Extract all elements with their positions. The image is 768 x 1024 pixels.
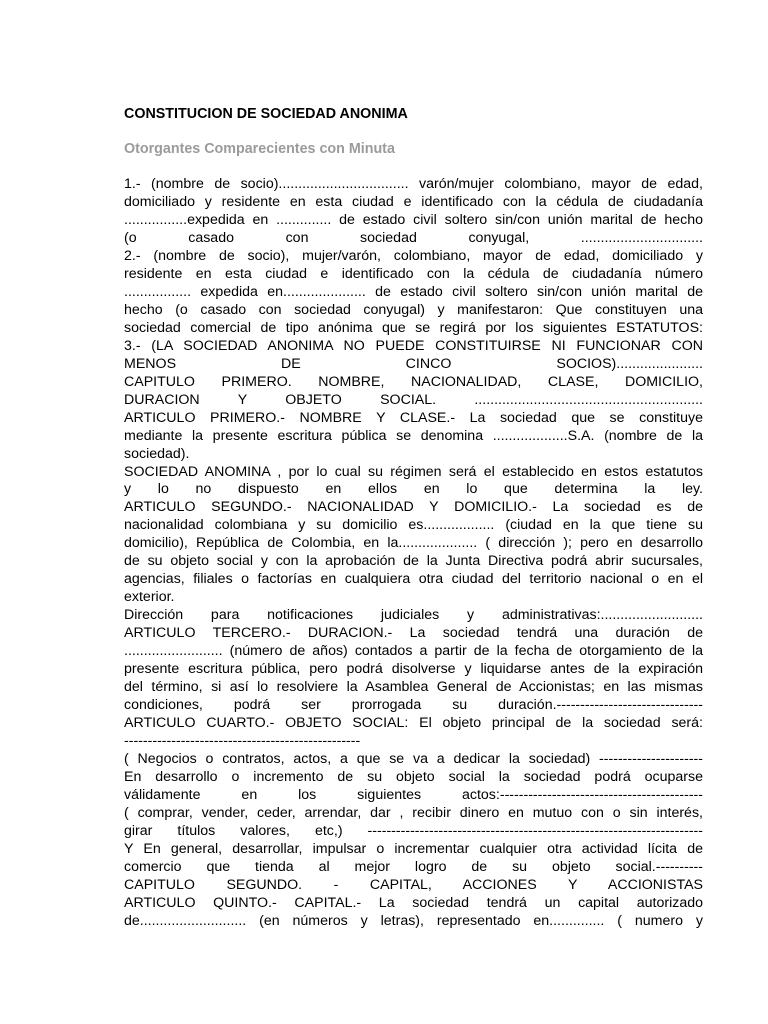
body-line: condiciones, podrá ser prorrogada su duración.------------------------------- (124, 697, 703, 714)
body-line: DURACION Y OBJETO SOCIAL. .......................................................... (124, 391, 703, 408)
body-line: de su objeto social y con la aprobación de la Junta Directiva podrá abrir sucursales, (124, 553, 703, 570)
body-line: En desarrollo o incremento de su objeto social la sociedad podrá ocuparse (124, 768, 703, 785)
body-line: girar títulos valores, etc,) ----------------------------------------------------------------------- (124, 822, 703, 839)
body-line: agencias, filiales o factorías en cualquiera otra ciudad del territorio nacional o en el (124, 571, 703, 588)
body-line: sociedad comercial de tipo anónima que se regirá por los siguientes ESTATUTOS: (124, 319, 703, 336)
body-line: domiciliado y residente en esta ciudad e identificado con la cédula de ciudadanía (124, 193, 703, 210)
body-line: ......................... (número de años) contados a partir de la fecha de otorgamiento de la (124, 643, 703, 660)
body-line: ARTICULO PRIMERO.- NOMBRE Y CLASE.- La sociedad que se constituye (124, 409, 703, 426)
body-line: mediante la presente escritura pública se denomina ...................S.A. (nombre de la (124, 427, 703, 444)
body-line: residente en esta ciudad e identificado con la cédula de ciudadanía número (124, 265, 703, 282)
body-line: nacionalidad colombiana y su domicilio es.................. (ciudad en la que tiene su (124, 517, 703, 534)
body-line: -------------------------------------------------- (124, 733, 361, 750)
body-line: presente escritura pública, pero podrá disolverse y liquidarse antes de la expiración (124, 661, 703, 678)
body-line: domicilio), República de Colombia, en la.................... ( dirección ); pero en desarrollo (124, 535, 703, 552)
body-line: del término, si así lo resolviere la Asamblea General de Accionistas; en las mismas (124, 679, 703, 696)
body-line: ................. expedida en..................... de estado civil soltero sin/con unión marital de (124, 283, 703, 300)
body-line: SOCIEDAD ANOMINA , por lo cual su régimen será el establecido en estos estatutos (124, 463, 703, 480)
body-line: ARTICULO SEGUNDO.- NACIONALIDAD Y DOMICILIO.- La sociedad es de (124, 499, 703, 516)
body-line: MENOS DE CINCO SOCIOS)...................... (124, 355, 703, 372)
body-line: CAPITULO SEGUNDO. - CAPITAL, ACCIONES Y ACCIONISTAS (124, 876, 703, 893)
body-line: ARTICULO CUARTO.- OBJETO SOCIAL: El objeto principal de la sociedad será: (124, 715, 703, 732)
body-line: y lo no dispuesto en ellos en lo que determina la ley. (124, 481, 703, 498)
body-line: CAPITULO PRIMERO. NOMBRE, NACIONALIDAD, CLASE, DOMICILIO, (124, 373, 703, 390)
body-line: ARTICULO TERCERO.- DURACION.- La sociedad tendrá una duración de (124, 625, 703, 642)
body-line: ................expedida en .............. de estado civil soltero sin/con unión marital de hecho (124, 211, 703, 228)
body-line: comercio que tienda al mejor logro de su objeto social.---------- (124, 858, 703, 875)
body-line: válidamente en los siguientes actos:------------------------------------------- (124, 786, 703, 803)
body-line: sociedad). (124, 445, 190, 462)
document-subtitle: Otorgantes Comparecientes con Minuta (124, 141, 395, 157)
body-line: 1.- (nombre de socio)................................. varón/mujer colombiano, mayor de edad, (124, 176, 703, 192)
body-line: ( Negocios o contratos, actos, a que se va a dedicar la sociedad) ---------------------- (124, 751, 703, 767)
body-line: Dirección para notificaciones judiciales y administrativas:.......................... (124, 607, 703, 624)
body-line: Y En general, desarrollar, impulsar o incrementar cualquier otra actividad lícita de (124, 840, 703, 857)
document-title: CONSTITUCION DE SOCIEDAD ANONIMA (124, 106, 408, 122)
body-line: hecho (o casado con sociedad conyugal) y manifestaron: Que constituyen una (124, 301, 703, 318)
body-line: ( comprar, vender, ceder, arrendar, dar , recibir dinero en mutuo con o sin interés, (124, 804, 703, 821)
body-line: exterior. (124, 589, 175, 606)
body-line: (o casado con sociedad conyugal, ............................... (124, 229, 703, 246)
document-body (124, 176, 703, 931)
body-line: 2.- (nombre de socio), mujer/varón, colombiano, mayor de edad, domiciliado y (124, 247, 703, 264)
body-line: 3.- (LA SOCIEDAD ANONIMA NO PUEDE CONSTITUIRSE NI FUNCIONAR CON (124, 337, 703, 354)
body-line: ARTICULO QUINTO.- CAPITAL.- La sociedad tendrá un capital autorizado (124, 894, 703, 911)
body-line: de........................... (en números y letras), representado en.............. ( numero y (124, 912, 703, 929)
